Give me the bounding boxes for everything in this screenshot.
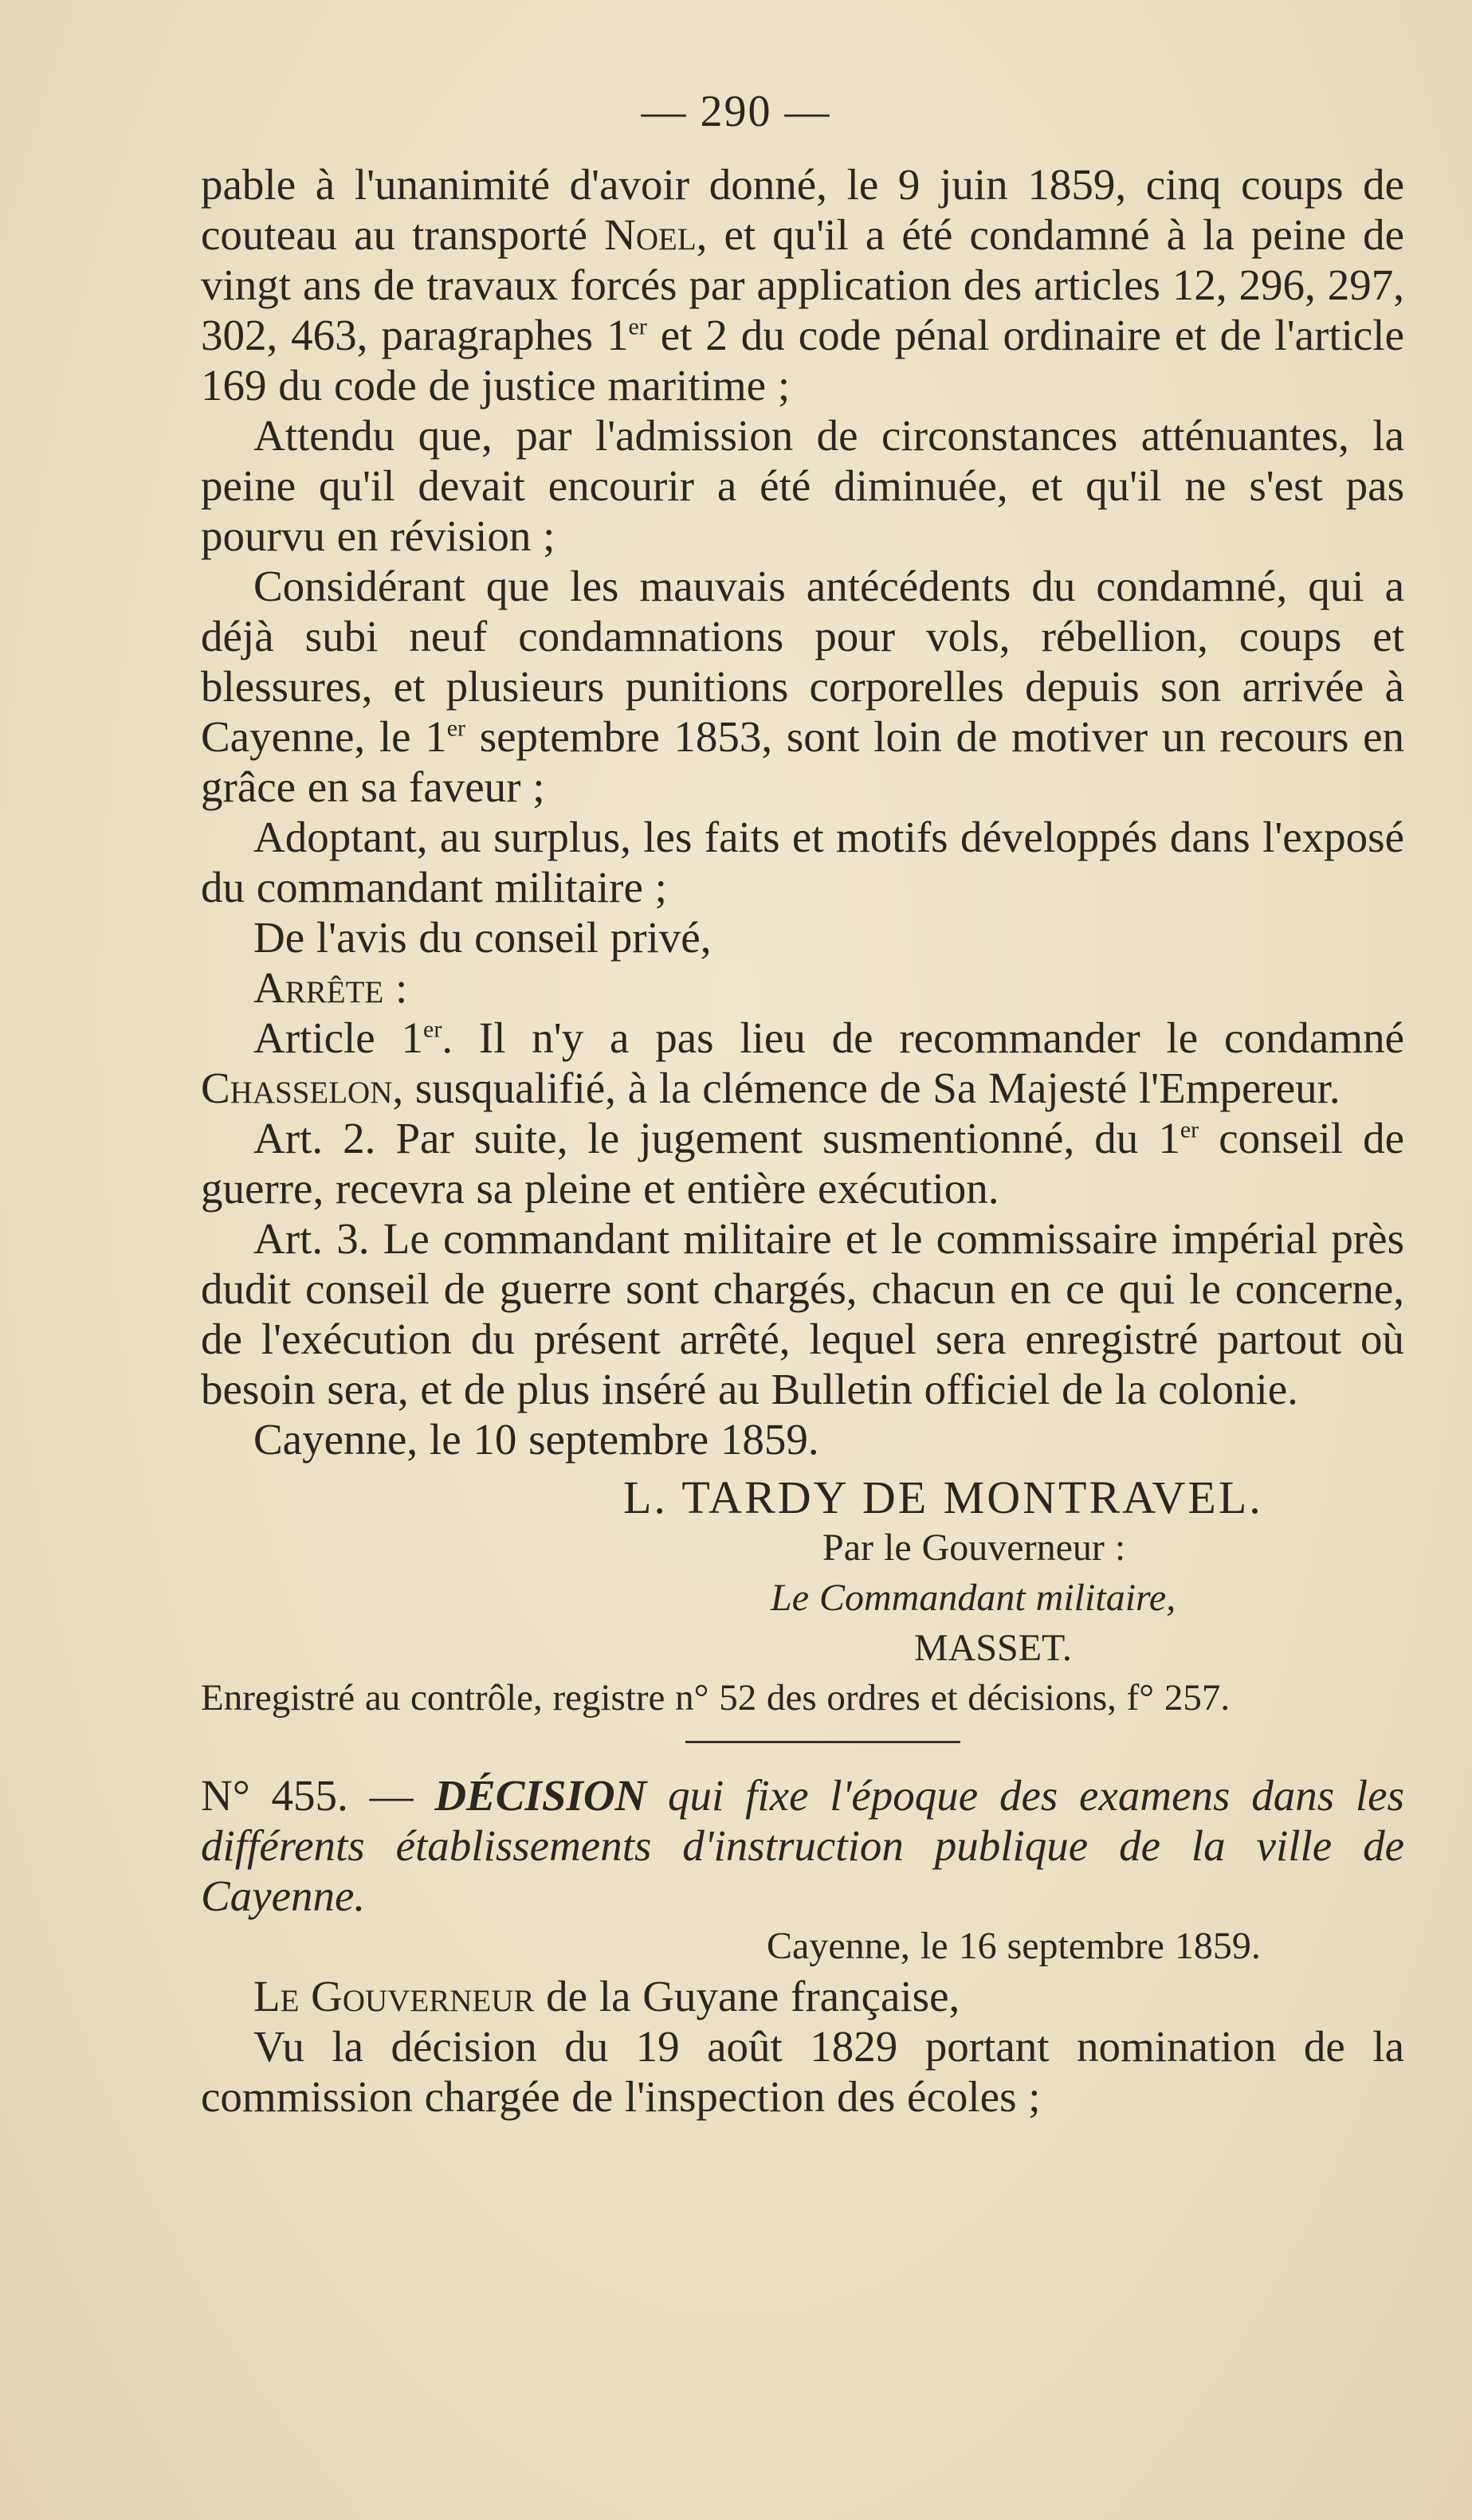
article-3: Art. 3. Le commandant militaire et le commissaire impérial près dudit conseil de guerre sont chargés, chacun en ce qui le concerne, de l'exécution du présent arrêté, lequel sera enregistré partout où besoin sera, et de plus inséré au Bulletin officiel de la colonie.	[201, 1214, 1404, 1413]
page-body	[201, 159, 1404, 2122]
paragraph-verdict: pable à l'unanimité d'avoir donné, le 9 juin 1859, cinq coups de couteau au transporté Noel, et qu'il a été condamné à la peine de vingt ans de travaux forcés par application des articles 12, 296, 297, 302, 463, paragraphes 1er et 2 du code pénal ordinaire et de l'article 169 du code de justice maritime ;	[201, 160, 1404, 410]
signature-name: L. TARDY DE MONTRAVEL.	[623, 1472, 1263, 1523]
paragraph-adoptant: Adoptant, au surplus, les faits et motifs développés dans l'exposé du commandant militaire ;	[201, 813, 1404, 911]
paragraph-avis: De l'avis du conseil privé,	[253, 913, 712, 962]
signature-officer: MASSET.	[914, 1627, 1072, 1669]
paragraph-attendu: Attendu que, par l'admission de circonstances atténuantes, la peine qu'il devait encourir a été diminuée, et qu'il ne s'est pas pourvu en révision ;	[201, 411, 1404, 560]
signature-par: Par le Gouverneur :	[822, 1527, 1126, 1569]
paragraph-gouverneur: Le Gouverneur de la Guyane française,	[253, 1972, 960, 2020]
decision-keyword: DÉCISION	[434, 1771, 647, 1820]
decision-heading: N° 455. — DÉCISION qui fixe l'époque des examens dans les différents établissements d'instruction publique de la ville de Cayenne.	[201, 1771, 1404, 1920]
signature-role: Le Commandant militaire,	[771, 1577, 1176, 1619]
article-2: Art. 2. Par suite, le jugement susmentionné, du 1er conseil de guerre, recevra sa pleine et entière exécution.	[201, 1114, 1405, 1213]
page-number: — 290 —	[641, 87, 831, 136]
section-divider	[685, 1741, 960, 1743]
paragraph-vu: Vu la décision du 19 août 1829 portant nomination de la commission chargée de l'inspection des écoles ;	[201, 2022, 1404, 2121]
registry-note: Enregistré au contrôle, registre n° 52 des ordres et décisions, f° 257.	[201, 1677, 1231, 1719]
paragraph-arrete: Arrête :	[253, 963, 408, 1012]
person-name-noel: Noel	[604, 210, 697, 259]
article-1: Article 1er. Il n'y a pas lieu de recommander le condamné Chasselon, susqualifié, à la clémence de Sa Majesté l'Empereur.	[201, 1013, 1404, 1112]
decision-date: Cayenne, le 16 septembre 1859.	[767, 1925, 1261, 1967]
arrete-date: Cayenne, le 10 septembre 1859.	[253, 1415, 819, 1464]
person-name-chasselon: Chasselon	[201, 1064, 393, 1112]
paragraph-considerant: Considérant que les mauvais antécédents du condamné, qui a déjà subi neuf condamnations pour vols, rébellion, coups et blessures, et plusieurs punitions corporelles depuis son arrivée à Cayenne, le 1er septembre 1853, sont loin de motiver un recours en grâce en sa faveur ;	[201, 562, 1404, 811]
